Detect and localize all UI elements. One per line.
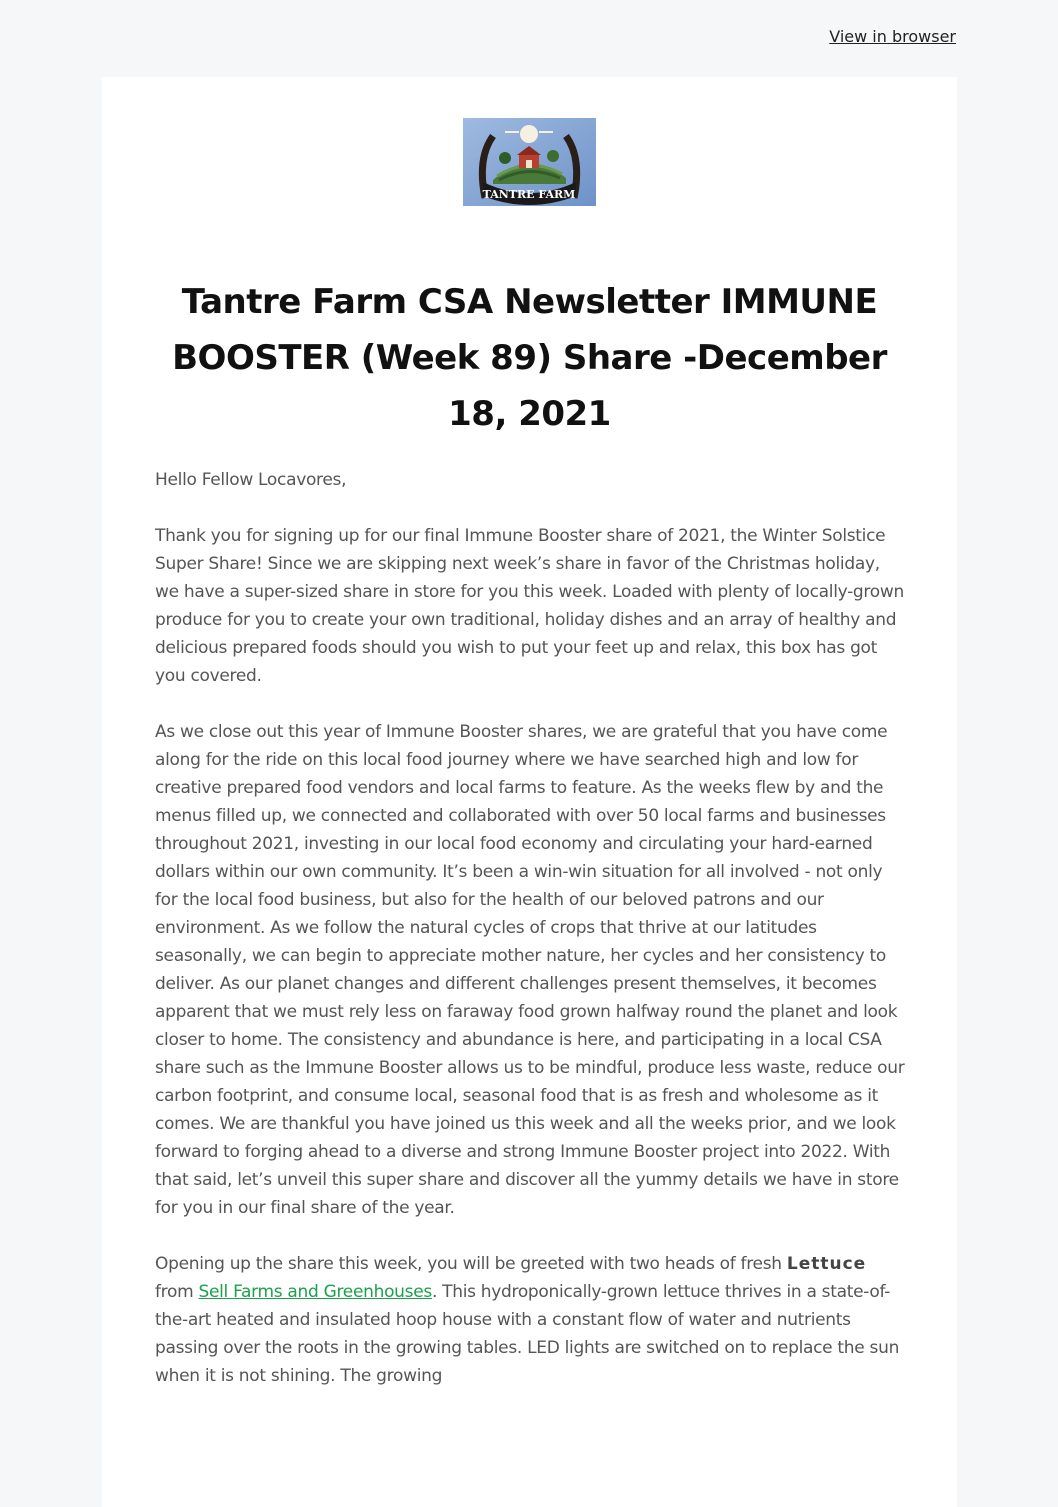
sell-farms-link[interactable]: Sell Farms and Greenhouses <box>198 1282 432 1302</box>
greeting-paragraph: Hello Fellow Locavores, <box>155 470 347 490</box>
lettuce-paragraph <box>155 1250 907 1390</box>
tantre-farm-logo <box>463 118 596 206</box>
gratitude-paragraph: As we close out this year of Immune Booster shares, we are grateful that you have come along for the ride on this local food journey where we have searched high and low for creative prepared food vendors and local farms to feature. As the weeks flew by and the menus filled up, we connected and collaborated with over 50 local farms and businesses throughout 2021, investing in our local food economy and circulating your hard-earned dollars within our own community. It’s been a win-win situation for all involved - not only for the local food business, but also for the health of our beloved patrons and our environment. As we follow the natural cycles of crops that thrive at our latitudes seasonally, we can begin to appreciate mother nature, her cycles and her consistency to deliver. As our planet changes and different challenges present themselves, it becomes apparent that we must rely less on faraway food grown halfway round the planet and look closer to home. The consistency and abundance is here, and participating in a local CSA share such as the Immune Booster allows us to be mindful, produce less waste, reduce our carbon footprint, and consume local, seasonal food that is as fresh and wholesome as it comes. We are thankful you have joined us this week and all the weeks prior, and we look forward to forging ahead to a diverse and strong Immune Booster project into 2022. With that said, let’s unveil this super share and discover all the yummy details we have in store for you in our final share of the year. <box>155 722 905 1218</box>
lettuce-from-text: from <box>155 1282 194 1302</box>
logo-text: TANTRE FARM <box>482 188 576 201</box>
newsletter-card <box>102 77 957 1507</box>
lettuce-label: Lettuce <box>786 1254 867 1274</box>
newsletter-title: Tantre Farm CSA Newsletter IMMUNE BOOSTER (Week 89) Share -December 18, 2021 <box>172 282 887 434</box>
lettuce-description-text: . This hydroponically-grown lettuce thrives in a state-of-the-art heated and insulated hoop house with a constant flow of water and nutrients passing over the roots in the growing tables. LED lights are switched on to replace the sun when it is not shining. The growing <box>155 1282 900 1386</box>
intro-paragraph: Thank you for signing up for our final Immune Booster share of 2021, the Winter Solstice Super Share! Since we are skipping next week’s share in favor of the Christmas holiday, we have a super-sized share in store for you this week. Loaded with plenty of locally-grown produce for you to create your own traditional, holiday dishes and an array of healthy and delicious prepared foods should you wish to put your feet up and relax, this box has got you covered. <box>155 526 904 686</box>
lettuce-intro-text: Opening up the share this week, you will be greeted with two heads of fresh <box>155 1254 782 1274</box>
view-in-browser-link[interactable]: View in browser <box>829 27 956 46</box>
newsletter-body <box>155 466 907 1418</box>
